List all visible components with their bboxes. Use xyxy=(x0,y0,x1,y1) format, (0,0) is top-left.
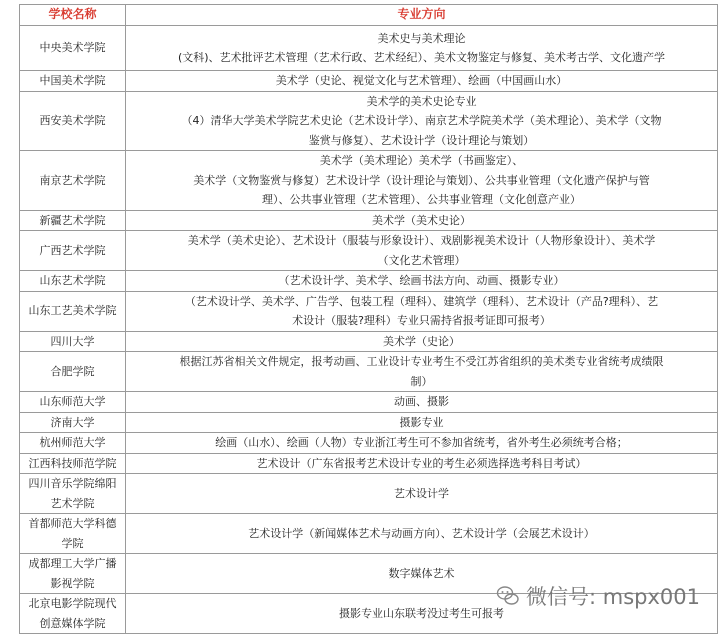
school-name-cell xyxy=(20,412,126,433)
major-direction-cell xyxy=(126,433,718,454)
school-name-cell xyxy=(20,210,126,231)
major-direction-cell xyxy=(126,231,718,271)
major-direction-line: （文化艺术管理） xyxy=(377,253,466,267)
school-name-cell xyxy=(20,271,126,292)
school-name-line: 成都理工大学广播 xyxy=(28,557,117,570)
school-name-line: 南京艺术学院 xyxy=(39,173,106,187)
major-direction-line: 艺术设计学（新闻媒体艺术与动画方向）、艺术设计学（会展艺术设计） xyxy=(248,526,595,540)
school-name-cell xyxy=(20,151,126,211)
wechat-icon xyxy=(496,584,520,608)
major-direction-cell xyxy=(126,453,718,474)
school-name-line: 艺术学院 xyxy=(50,496,95,510)
major-direction-line: （艺术设计学、美术学、绘画书法方向、动画、摄影专业） xyxy=(278,274,565,287)
table-row xyxy=(20,433,718,454)
major-direction-line: 摄影专业 xyxy=(399,415,444,429)
school-name-cell xyxy=(20,26,126,71)
major-direction-cell xyxy=(126,474,718,514)
major-direction-cell xyxy=(126,291,718,331)
school-name-cell xyxy=(20,453,126,474)
table-row xyxy=(20,151,718,211)
major-direction-cell xyxy=(126,26,718,71)
major-direction-line: 美术学（美术史论）、艺术设计（服装与形象设计）、戏剧影视美术设计（人物形象设计）、美术学 xyxy=(187,234,656,247)
school-name-cell xyxy=(20,291,126,331)
school-name-cell xyxy=(20,71,126,92)
table-row xyxy=(20,231,718,271)
wechat-watermark xyxy=(496,580,706,612)
major-direction-line: 美术学的美术史论专业 xyxy=(366,94,477,108)
school-name-line: 北京电影学院现代 xyxy=(28,597,117,610)
table-row xyxy=(20,453,718,474)
major-direction-line: 鉴赏与修复）、艺术设计学（设计理论与策划） xyxy=(308,133,535,147)
major-direction-line: 美术学（美术理论）美术学（书画鉴定）、 xyxy=(319,154,524,167)
school-name-line: 济南大学 xyxy=(50,415,95,429)
table-row xyxy=(20,291,718,331)
major-direction-line: 艺术设计学 xyxy=(394,486,449,500)
major-direction-line: 制） xyxy=(410,374,433,388)
school-name-cell xyxy=(20,514,126,554)
school-name-line: 山东师范大学 xyxy=(39,395,106,408)
table-header-row xyxy=(20,5,718,26)
major-direction-cell xyxy=(126,271,718,292)
major-direction-line: 根据江苏省相关文件规定，报考动画、工业设计专业考生不受江苏省组织的美术类专业省统考成绩限 xyxy=(179,355,664,368)
table-row xyxy=(20,352,718,392)
major-direction-cell xyxy=(126,392,718,413)
school-name-cell xyxy=(20,91,126,151)
watermark-text: 微信号: mspx001 xyxy=(526,585,700,609)
major-direction-cell xyxy=(126,331,718,352)
table-row xyxy=(20,271,718,292)
major-direction-line: 艺术设计（广东省报考艺术设计专业的考生必须选择选考科目考试） xyxy=(256,456,587,470)
school-name-line: 广西艺术学院 xyxy=(39,243,106,257)
table-body xyxy=(20,26,718,634)
table-row xyxy=(20,26,718,71)
table-row xyxy=(20,331,718,352)
major-direction-line: (文科)、艺术批评艺术管理（艺术行政、艺术经纪）、美术文物鉴定与修复、美术考古学、文化遗产学 xyxy=(177,51,666,64)
major-direction-line: 摄影专业山东联考没过考生可报考 xyxy=(339,606,504,620)
school-name-cell xyxy=(20,352,126,392)
school-name-line: 新疆艺术学院 xyxy=(39,213,106,227)
major-direction-line: 美术史与美术理论 xyxy=(377,31,466,45)
majors-table xyxy=(19,4,718,634)
school-name-line: 首都师范大学科德 xyxy=(28,517,117,530)
major-direction-cell xyxy=(126,71,718,92)
major-direction-line: （4）清华大学美术学院艺术史论（艺术设计学）、南京艺术学院美术学（美术理论）、美术学（文物 xyxy=(181,114,662,127)
major-direction-line: 美术学（史论、视觉文化与艺术管理）、绘画（中国画山水） xyxy=(275,74,568,87)
major-column-header: 专业方向 xyxy=(126,5,718,26)
school-name-line: 杭州师范大学 xyxy=(39,436,106,449)
table-row xyxy=(20,392,718,413)
major-direction-line: 理）、公共事业管理（艺术管理）、公共事业管理（文化创意产业） xyxy=(262,193,581,206)
school-name-cell xyxy=(20,392,126,413)
major-direction-line: 数字媒体艺术 xyxy=(388,566,455,580)
major-direction-line: 动画、摄影 xyxy=(394,395,449,408)
school-name-cell xyxy=(20,594,126,634)
school-name-line: 四川音乐学院绵阳 xyxy=(28,477,117,490)
school-name-cell xyxy=(20,331,126,352)
table-row xyxy=(20,514,718,554)
major-direction-line: 美术学（史论） xyxy=(383,334,460,348)
school-name-line: 西安美术学院 xyxy=(39,114,106,127)
table-row xyxy=(20,71,718,92)
major-direction-line: 绘画（山水）、绘画（人物）专业浙江考生可不参加省统考，省外考生必须统考合格； xyxy=(215,436,628,449)
major-direction-cell xyxy=(126,91,718,151)
school-name-line: 合肥学院 xyxy=(50,364,95,378)
school-name-line: 山东工艺美术学院 xyxy=(28,304,117,318)
school-name-cell xyxy=(20,433,126,454)
major-direction-line: 美术学（文物鉴赏与修复）艺术设计学（设计理论与策划）、公共事业管理（文化遗产保护与管 xyxy=(193,173,650,187)
major-direction-cell xyxy=(126,210,718,231)
major-direction-cell xyxy=(126,151,718,211)
school-name-line: 中央美术学院 xyxy=(39,41,106,55)
school-name-line: 影视学院 xyxy=(50,576,95,590)
school-name-line: 中国美术学院 xyxy=(39,74,106,87)
school-name-line: 山东艺术学院 xyxy=(39,274,106,287)
table-row xyxy=(20,412,718,433)
major-direction-line: 美术学（美术史论） xyxy=(372,213,471,227)
table-row xyxy=(20,91,718,151)
school-name-line: 创意媒体学院 xyxy=(39,616,106,630)
school-name-line: 江西科技师范学院 xyxy=(28,456,117,470)
major-direction-line: （艺术设计学、美术学、广告学、包装工程（理科）、建筑学（理科）、艺术设计（产品?理科）、艺 xyxy=(184,294,659,308)
major-direction-cell xyxy=(126,412,718,433)
school-name-line: 学院 xyxy=(61,536,84,550)
table-row xyxy=(20,474,718,514)
school-name-line: 四川大学 xyxy=(50,334,95,348)
school-name-cell xyxy=(20,474,126,514)
major-direction-cell xyxy=(126,352,718,392)
school-column-header: 学校名称 xyxy=(20,5,126,26)
major-direction-line: 术设计（服装?理科）专业只需持省报考证即可报考） xyxy=(292,314,551,327)
school-name-cell xyxy=(20,554,126,594)
table-row xyxy=(20,210,718,231)
school-name-cell xyxy=(20,231,126,271)
major-direction-cell xyxy=(126,514,718,554)
